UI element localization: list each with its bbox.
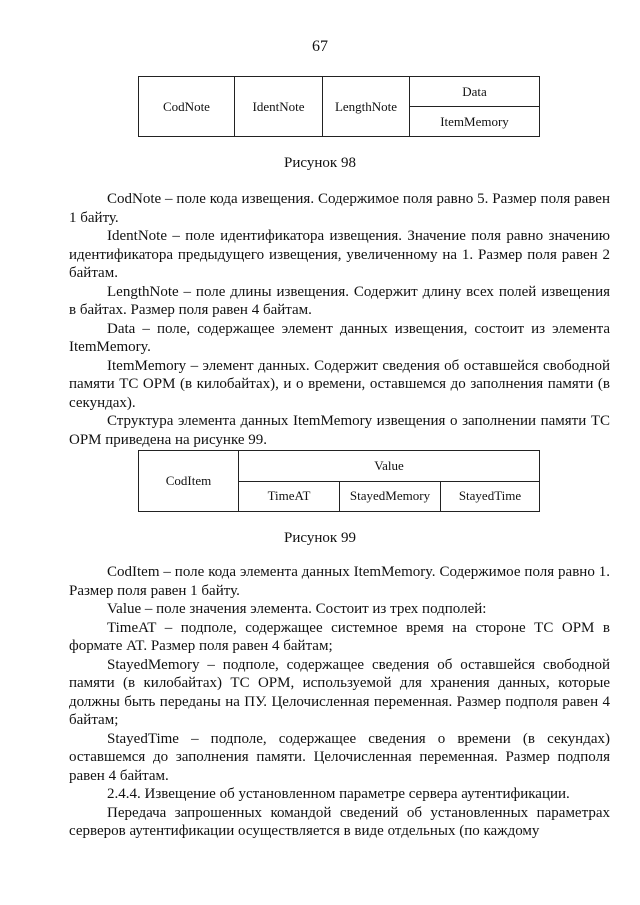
figure-98-table	[138, 76, 540, 137]
paragraph: IdentNote – поле идентификатора извещения. Значение поля равно значению идентификатора предыдущего извещения, увеличенному на 1. Размер поля равен 2 байтам.	[69, 228, 610, 281]
figure-98-caption: Рисунок 98	[284, 155, 356, 171]
paragraph: Структура элемента данных ItemMemory извещения о заполнении памяти ТС ОРМ приведена на рисунке 99.	[69, 413, 610, 448]
paragraph: CodItem – поле кода элемента данных ItemMemory. Содержимое поля равно 1. Размер поля равен 1 байту.	[69, 564, 610, 599]
paragraph: StayedTime – подполе, содержащее сведения о времени (в секундах) оставшемся до заполнения памяти. Целочисленная переменная. Размер подполя равен 4 байтам.	[69, 730, 610, 784]
cell-value: Value	[239, 451, 540, 482]
cell-stayedmemory: StayedMemory	[340, 481, 441, 512]
figure-99-table	[138, 450, 540, 512]
paragraph: ItemMemory – элемент данных. Содержит сведения об оставшейся свободной памяти ТС ОРМ (в килобайтах), и о времени, оставшемся до заполнения памяти (в секундах).	[69, 357, 610, 411]
cell-itemmemory: ItemMemory	[410, 107, 540, 137]
cell-lengthnote: LengthNote	[323, 77, 410, 137]
cell-stayedtime: StayedTime	[441, 481, 540, 512]
paragraph: CodNote – поле кода извещения. Содержимое поля равно 5. Размер поля равен 1 байту.	[69, 191, 610, 226]
paragraph: Передача запрошенных командой сведений об установленных параметрах серверов аутентификации осуществляется в виде отдельных (по каждому	[69, 804, 610, 839]
paragraph: TimeAT – подполе, содержащее системное время на стороне ТС ОРМ в формате AT. Размер поля равен 4 байтам;	[69, 619, 610, 654]
paragraph: 2.4.4. Извещение об установленном параметре сервера аутентификации.	[107, 786, 570, 802]
body-text-2	[69, 563, 610, 841]
page-number: 67	[312, 38, 328, 55]
figure-99-caption: Рисунок 99	[284, 530, 356, 546]
paragraph: Data – поле, содержащее элемент данных извещения, состоит из элемента ItemMemory.	[69, 320, 610, 355]
cell-codnote: CodNote	[139, 77, 235, 137]
paragraph: LengthNote – поле длины извещения. Содержит длину всех полей извещения в байтах. Размер поля равен 4 байтам.	[69, 283, 610, 318]
cell-identnote: IdentNote	[235, 77, 323, 137]
cell-timeat: TimeAT	[239, 481, 340, 512]
paragraph: Value – поле значения элемента. Состоит из трех подполей:	[107, 601, 487, 617]
body-text-1	[69, 190, 610, 449]
paragraph: StayedMemory – подполе, содержащее сведения об оставшейся свободной памяти (в килобайтах) ТС ОРМ, используемой для хранения данных, которые должны быть переданы на ПУ. Целочисленная переменная. Размер подполя равен 4 байтам;	[69, 656, 610, 728]
cell-data: Data	[410, 77, 540, 107]
cell-coditem: CodItem	[139, 451, 239, 512]
